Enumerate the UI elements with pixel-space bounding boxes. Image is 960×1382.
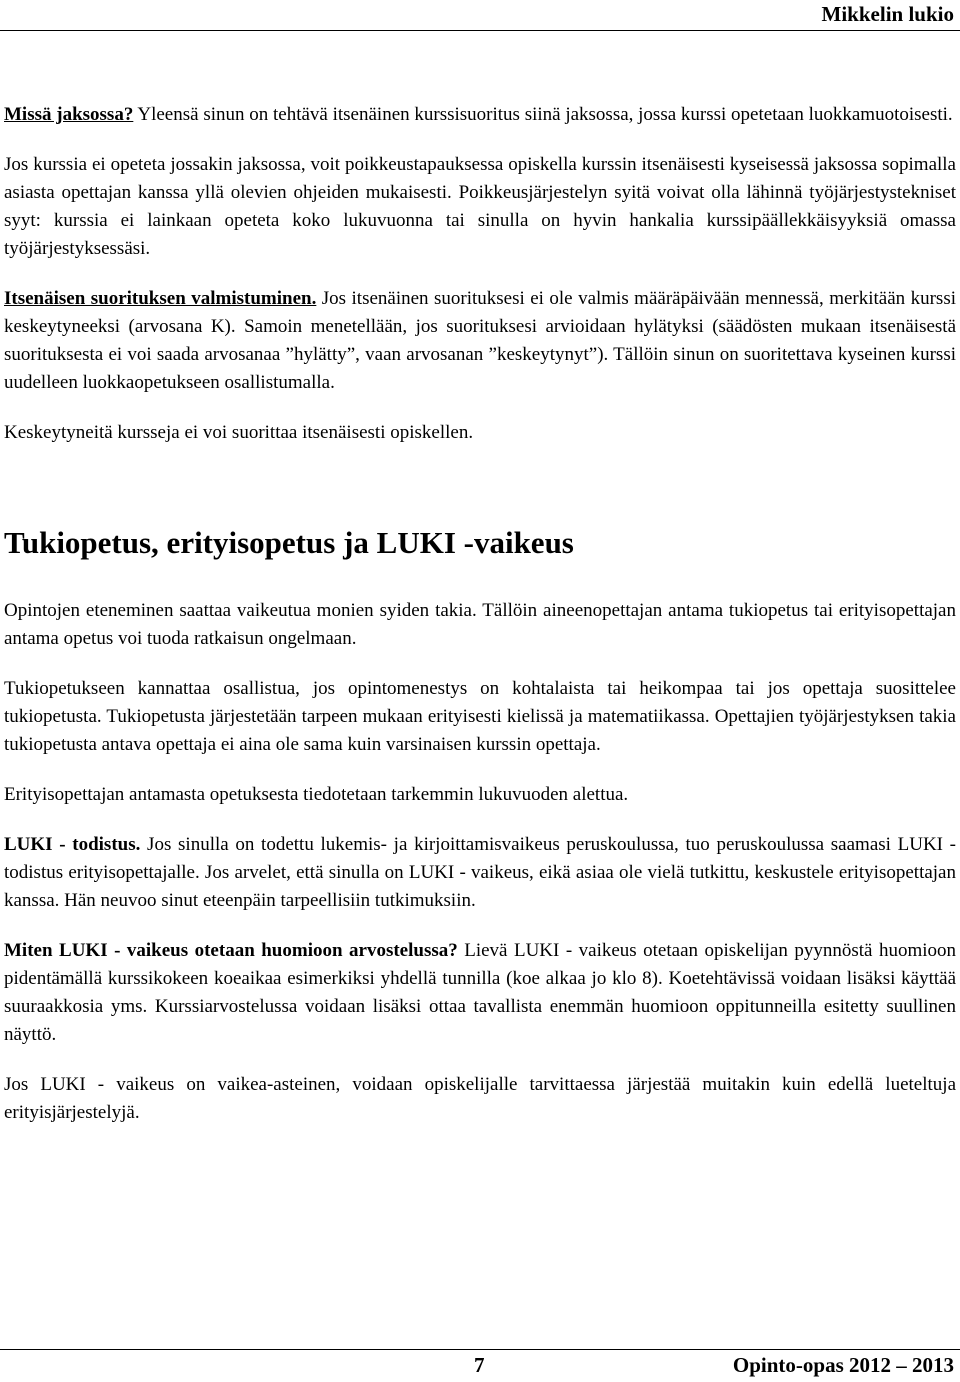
paragraph-poikkeus: Jos kurssia ei opeteta jossakin jaksossa, voit poikkeustapauksessa opiskella kurssin itsenäisesti kyseisessä jaksossa sopimalla asiasta opettajan kanssa yllä olevien ohjeiden mukaisesti. Poikkeusjärjestelyn syitä voivat olla lähinnä työjärjestystekniset syyt: kurssia ei lainkaan opeteta koko lukuvuonna tai sinulla on hyvin hankalia kurssipäällekkäisyyksiä omassa työjärjestyksessäsi. — [4, 154, 956, 259]
school-name: Mikkelin lukio — [821, 2, 954, 26]
paragraph-tukiopetus: Tukiopetukseen kannattaa osallistua, jos opintomenestys on kohtalaista tai heikompaa tai jos opettaja suosittelee tukiopetusta. Tukiopetusta järjestetään tarpeen mukaan erityisesti kielissä ja matematiikassa. Opettajien työjärjestyksen takia tukiopetusta antava opettaja ei aina ole sama kuin varsinaisen kurssin opettaja. — [4, 678, 956, 755]
paragraph-opintojen-eteneminen: Opintojen eteneminen saattaa vaikeutua monien syiden takia. Tällöin aineenopettajan antama tukiopetus tai erityisopettajan antama opetus voi tuoda ratkaisun ongelmaan. — [4, 600, 956, 649]
paragraph-valmistuminen — [4, 285, 956, 397]
guide-title: Opinto-opas 2012 – 2013 — [732, 1353, 954, 1377]
page-header — [0, 0, 960, 31]
paragraph-text: Yleensä sinun on tehtävä itsenäinen kurssisuoritus siinä jaksossa, jossa kurssi opetetaan luokkamuotoisesti. — [133, 104, 953, 125]
document-body — [4, 101, 956, 1127]
paragraph-text: Jos itsenäinen suorituksesi ei ole valmis määräpäivään mennessä, merkitään kurssi keskeytyneeksi (arvosana K). Samoin menetellään, jos suorituksesi arvioidaan hylätyksi (säädösten mukaan itsenäisestä suorituksesta ei voi saada arvosanaa ”hylätty”, vaan arvosanan ”keskeytynyt”). Tällöin sinun on suoritettava kyseinen kurssi uudelleen luokkaopetukseen osallistumalla. — [4, 288, 956, 393]
paragraph-luki-todistus — [4, 831, 956, 915]
section-heading: Tukiopetus, erityisopetus ja LUKI -vaikeus — [4, 525, 574, 560]
page-footer — [0, 1349, 960, 1382]
paragraph-erityisjarjestelyt: Jos LUKI - vaikeus on vaikea-asteinen, voidaan opiskelijalle tarvittaessa järjestää muitakin kuin edellä lueteltuja erityisjärjestelyjä. — [4, 1074, 956, 1123]
paragraph-lead: Itsenäisen suorituksen valmistuminen. — [4, 288, 317, 309]
paragraph-luki-arvostelu — [4, 937, 956, 1049]
paragraph-lead: Miten LUKI - vaikeus otetaan huomioon arvostelussa? — [4, 940, 458, 961]
paragraph-erityisopetus: Erityisopettajan antamasta opetuksesta tiedotetaan tarkemmin lukuvuoden alettua. — [4, 784, 629, 805]
page-number: 7 — [474, 1353, 485, 1377]
paragraph-lead: Missä jaksossa? — [4, 104, 134, 125]
paragraph-text: Lievä LUKI - vaikeus otetaan opiskelijan pyynnöstä huomioon pidentämällä kurssikokeen koeaikaa esimerkiksi yhdellä tunnilla (koe alkaa jo klo 8). Koetehtävissä voidaan lisäksi käyttää suuraakkosia yms. Kurssiarvostelussa voidaan lisäksi ottaa tavallista enemmän huomioon oppitunneilla esitetty suullinen näyttö. — [4, 940, 956, 1045]
paragraph-lead: LUKI - todistus. — [4, 834, 141, 855]
paragraph-text: Jos sinulla on todettu lukemis- ja kirjoittamisvaikeus peruskoulussa, tuo peruskoulussa saamasi LUKI - todistus erityisopettajalle. Jos arvelet, että sinulla on LUKI - vaikeus, eikä asiaa ole vielä tutkittu, keskustele erityisopettajan kanssa. Hän neuvoo sinut eteenpäin tarpeellisiin tutkimuksiin. — [4, 834, 956, 911]
paragraph-missa-jaksossa — [4, 101, 956, 129]
paragraph-keskeytyneet: Keskeytyneitä kursseja ei voi suorittaa itsenäisesti opiskellen. — [4, 422, 474, 443]
